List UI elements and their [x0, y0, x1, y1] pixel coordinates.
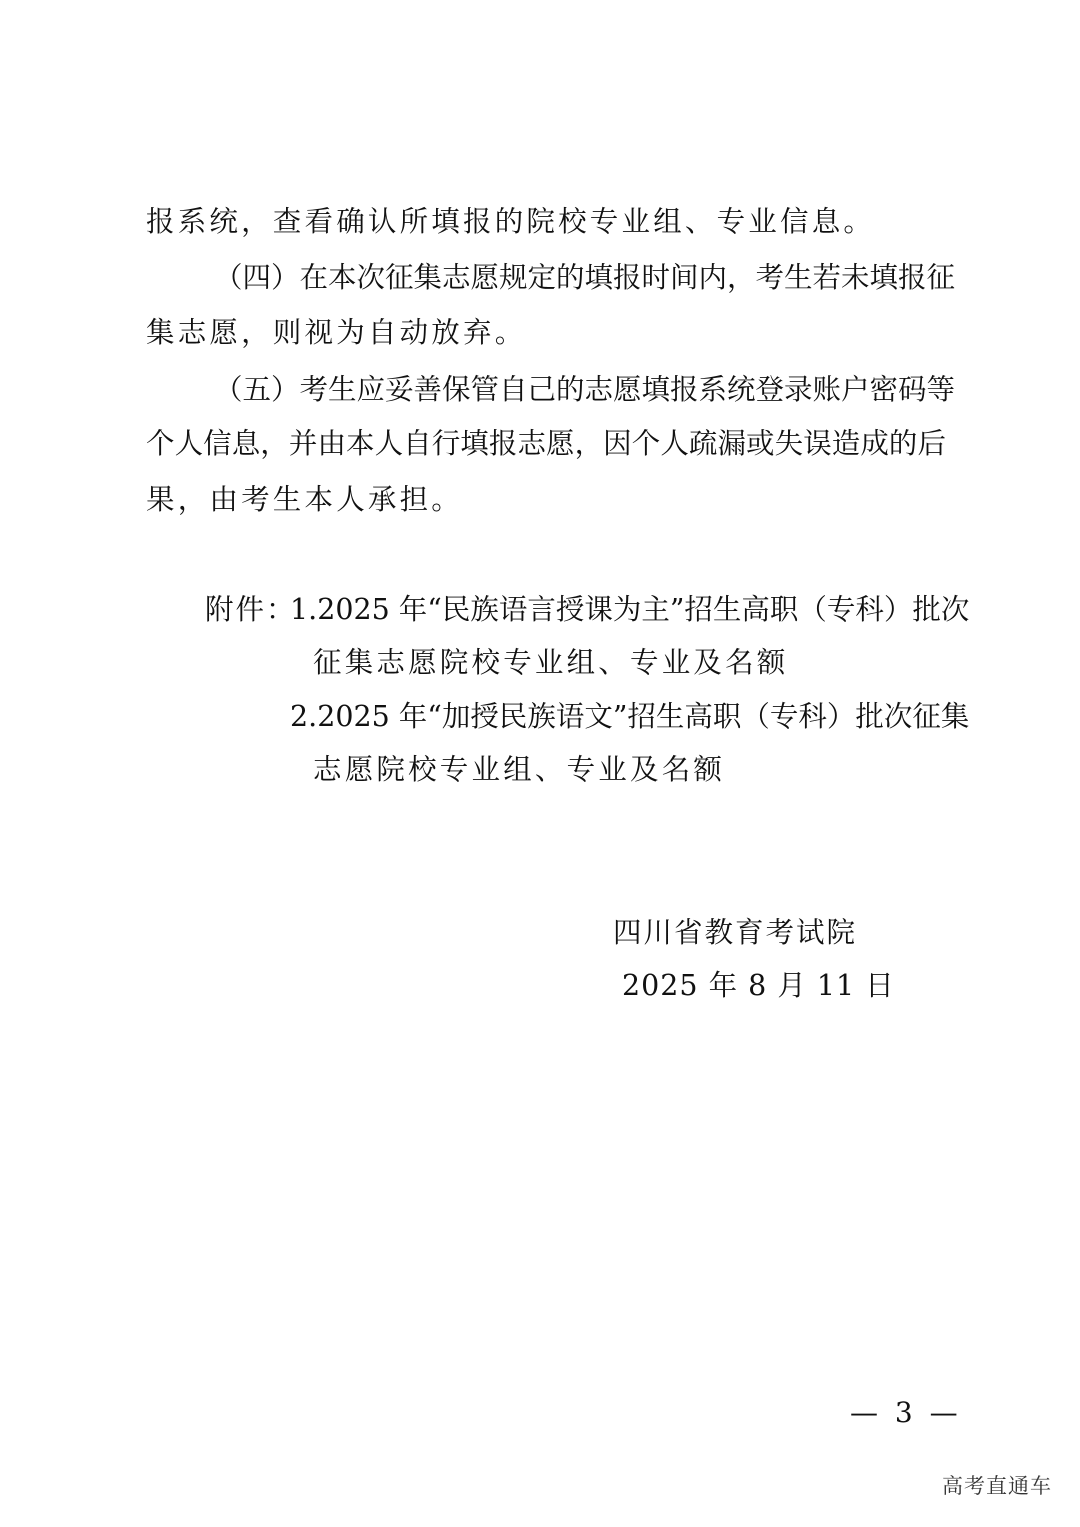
signing-organization: 四川省教育考试院 — [613, 916, 858, 949]
attachment-item-2-line-2: 志愿院校专业组、专业及名额 — [313, 753, 726, 786]
paragraph-4-line-2: 集志愿，则视为自动放弃。 — [146, 316, 527, 349]
watermark-text: 高考直通车 — [942, 1474, 1052, 1498]
paragraph-3-ending-line: 报系统，查看确认所填报的院校专业组、专业信息。 — [146, 205, 876, 238]
attachment-item-2-line-1: 2.2025 年“加授民族语文”招生高职（专科）批次征集 — [290, 700, 970, 733]
attachments-label: 附件： — [205, 593, 297, 626]
page-number: — 3 — — [850, 1396, 962, 1429]
signing-date: 2025 年 8 月 11 日 — [622, 969, 895, 1002]
paragraph-5-line-1: （五）考生应妥善保管自己的志愿填报系统登录账户密码等 — [214, 373, 956, 406]
paragraph-4-line-1: （四）在本次征集志愿规定的填报时间内，考生若未填报征 — [214, 261, 956, 294]
attachment-item-1-line-1: 1.2025 年“民族语言授课为主”招生高职（专科）批次 — [290, 593, 970, 626]
attachment-item-1-line-2: 征集志愿院校专业组、专业及名额 — [313, 646, 789, 679]
paragraph-5-line-2: 个人信息，并由本人自行填报志愿，因个人疏漏或失误造成的后 — [146, 427, 946, 460]
paragraph-5-line-3: 果，由考生本人承担。 — [146, 483, 464, 516]
